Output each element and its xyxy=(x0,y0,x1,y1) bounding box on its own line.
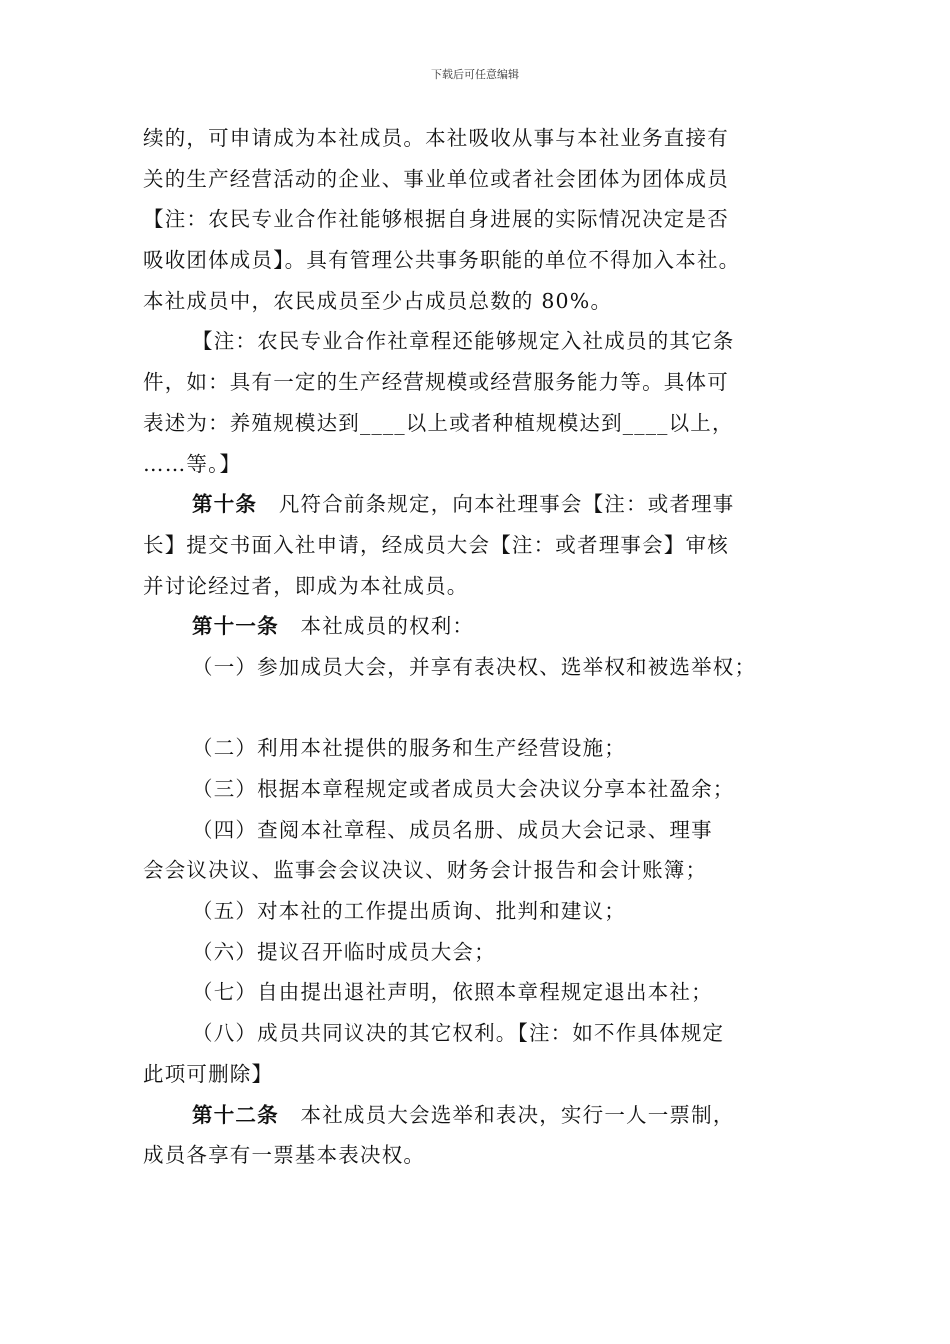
page-header: 下载后可任意编辑 xyxy=(431,68,519,81)
rights-item-cont: 此项可删除】 xyxy=(143,1061,274,1086)
note-line: 件，如：具有一定的生产经营规模或经营服务能力等。具体可 xyxy=(143,370,729,395)
note-line: 【注：农民专业合作社章程还能够规定入社成员的其它条 xyxy=(192,329,735,354)
article-10-heading: 第十条 xyxy=(192,492,258,517)
rights-item: （八）成员共同议决的其它权利。【注：如不作具体规定 xyxy=(192,1021,725,1046)
article-11-line xyxy=(143,606,823,647)
rights-item: （一）参加成员大会，并享有表决权、选举权和被选举权； xyxy=(192,654,757,679)
article-12-text: 本社成员大会选举和表决，实行一人一票制， xyxy=(300,1102,735,1127)
rights-item: （三）根据本章程规定或者成员大会决议分享本社盈余； xyxy=(192,777,735,801)
paragraph-line: 续的，可申请成为本社成员。本社吸收从事与本社业务直接有 xyxy=(143,126,729,150)
note-line: 表述为：养殖规模达到____以上或者种植规模达到____以上， xyxy=(143,410,734,435)
rights-item: （四）查阅本社章程、成员名册、成员大会记录、理事 xyxy=(192,817,713,842)
paragraph-line: 关的生产经营活动的企业、事业单位或者社会团体为团体成员 xyxy=(143,166,729,191)
article-11-heading: 第十一条 xyxy=(192,614,279,639)
article-10-text: 凡符合前条规定，向本社理事会【注：或者理事 xyxy=(278,492,735,517)
article-11-intro: 本社成员的权利： xyxy=(300,614,475,639)
article-12-line xyxy=(143,1095,823,1136)
rights-item: （七）自由提出退社声明，依照本章程规定退出本社； xyxy=(192,980,713,1005)
rights-item-cont: 会会议决议、监事会会议决议、财务会计报告和会计账簿； xyxy=(143,858,708,883)
rights-item: （六）提议召开临时成员大会； xyxy=(192,939,496,964)
paragraph-line: 本社成员中，农民成员至少占成员总数的 80%。 xyxy=(143,288,613,313)
paragraph-line: 吸收团体成员】。具有管理公共事务职能的单位不得加入本社。 xyxy=(143,248,741,273)
paragraph-line: 【注：农民专业合作社能够根据自身进展的实际情况决定是否 xyxy=(143,207,729,232)
rights-item: （二）利用本社提供的服务和生产经营设施； xyxy=(192,736,626,761)
article-10-line: 长】提交书面入社申请，经成员大会【注：或者理事会】审核 xyxy=(143,532,729,557)
rights-item: （五）对本社的工作提出质询、批判和建议； xyxy=(192,899,626,924)
document-body xyxy=(143,118,823,1176)
article-10-line xyxy=(143,484,823,525)
blank-line xyxy=(143,688,823,729)
article-12-heading: 第十二条 xyxy=(192,1102,279,1127)
article-12-line: 成员各享有一票基本表决权。 xyxy=(143,1143,426,1168)
note-line: ……等。】 xyxy=(143,451,242,476)
article-10-line: 并讨论经过者，即成为本社成员。 xyxy=(143,573,469,598)
